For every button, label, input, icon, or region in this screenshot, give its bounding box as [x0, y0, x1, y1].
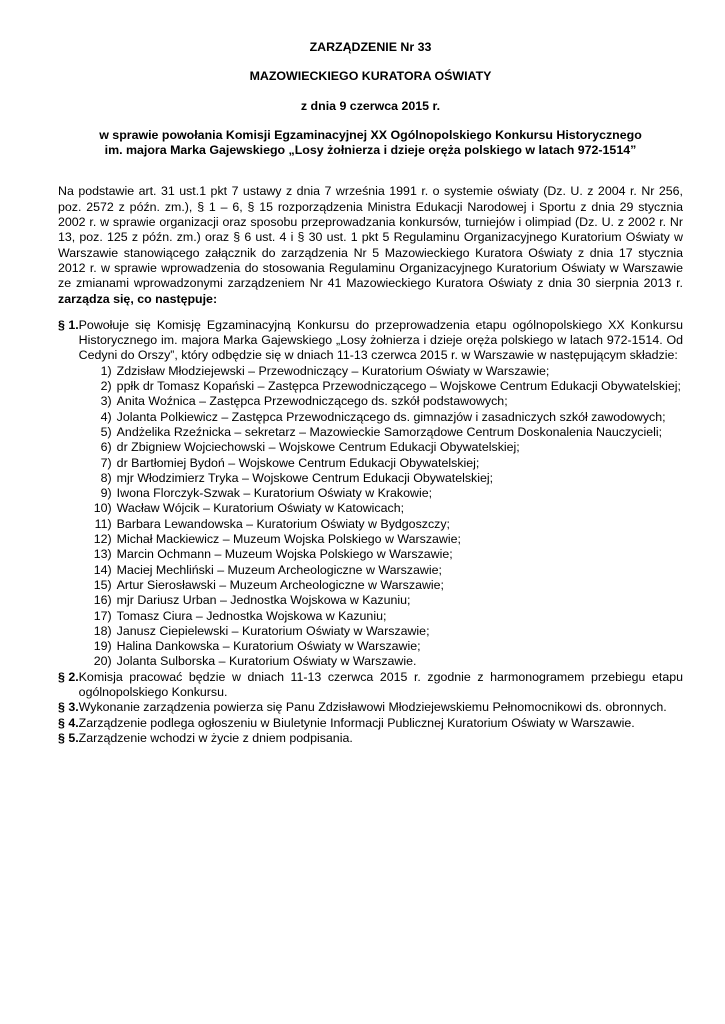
- paragraph-text: Zarządzenie wchodzi w życie z dniem podpisania.: [78, 730, 353, 745]
- member-text: Halina Dankowska – Kuratorium Oświaty w Warszawie;: [116, 639, 421, 654]
- member-number: 10): [93, 501, 112, 516]
- paragraph-text: Wykonanie zarządzenia powierza się Panu Zdzisławowi Młodziejewskiemu Pełnomocnikowi ds. obronnych.: [78, 700, 667, 715]
- member-item: [91, 410, 683, 425]
- member-text: mjr Dariusz Urban – Jednostka Wojskowa w Kazuniu;: [116, 593, 411, 608]
- paragraph-number: § 4.: [58, 715, 79, 730]
- member-item: [91, 563, 683, 578]
- member-text: ppłk dr Tomasz Kopański – Zastępca Przewodniczącego – Wojskowe Centrum Edukacji Obywatelskiej;: [116, 379, 681, 394]
- paragraph-text: Zarządzenie podlega ogłoszeniu w Biuletynie Informacji Publicznej Kuratorium Oświaty w Warszawie.: [78, 715, 635, 730]
- member-text: Michał Mackiewicz – Muzeum Wojska Polskiego w Warszawie;: [116, 532, 461, 547]
- paragraph-text: Powołuje się Komisję Egzaminacyjną Konkursu do przeprowadzenia etapu ogólnopolskiego XX Konkursu Historycznego im. majora Marka Gajewskiego „Losy żołnierza i dzieje oręża polskiego w latach 972-1514. Od Cedyni do Orszy”, który odbędzie się w dniach 11-13 czerwca 2015 r. w Warszawie w następującym składzie:: [78, 317, 683, 363]
- member-text: Zdzisław Młodziejewski – Przewodniczący – Kuratorium Oświaty w Warszawie;: [116, 363, 550, 378]
- subject-line: im. majora Marka Gajewskiego „Losy żołnierza i dzieje oręża polskiego w latach 972-1514”: [104, 143, 637, 158]
- member-text: Artur Sierosławski – Muzeum Archeologiczne w Warszawie;: [116, 577, 444, 592]
- issuer-heading: MAZOWIECKIEGO KURATORA OŚWIATY: [249, 69, 492, 84]
- member-text: Marcin Ochmann – Muzeum Wojska Polskiego w Warszawie;: [116, 547, 453, 562]
- preamble: [58, 184, 683, 306]
- member-text: mjr Włodzimierz Tryka – Wojskowe Centrum Edukacji Obywatelskiej;: [116, 470, 494, 485]
- member-text: dr Bartłomiej Bydoń – Wojskowe Centrum Edukacji Obywatelskiej;: [116, 455, 480, 470]
- member-item: [91, 547, 683, 562]
- paragraph-2: [58, 670, 683, 701]
- member-item: [91, 532, 683, 547]
- member-number: 12): [93, 532, 112, 547]
- member-text: Jolanta Polkiewicz – Zastępca Przewodniczącego ds. gimnazjów i zasadniczych szkół zawodowych;: [116, 409, 666, 424]
- document-subject: [58, 128, 683, 159]
- member-item: [91, 578, 683, 593]
- member-item: [91, 394, 683, 409]
- preamble-text: Na podstawie art. 31 ust.1 pkt 7 ustawy z dnia 7 września 1991 r. o systemie oświaty (Dz. U. z 2004 r. Nr 256, poz. 2572 z późn. zm.), § 1 – 6, § 15 rozporządzenia Ministra Edukacji Narodowej i Sportu z dnia 29 stycznia 2002 r. w sprawie organizacji oraz sposobu przeprowadzania konkursów, turniejów i olimpiad (Dz. U. z 2002 r. Nr 13, poz. 125 z późn. zm.) oraz § 6 ust. 4 i § 30 ust. 1 pkt 5 Regulaminu Organizacyjnego Kuratorium Oświaty w Warszawie stanowiącego załącznik do zarządzenia Nr 5 Mazowieckiego Kuratora Oświaty z dnia 17 stycznia 2012 r. w sprawie wprowadzenia do stosowania Regulaminu Organizacyjnego Kuratorium Oświaty w Warszawie ze zmianami wprowadzonymi zarządzeniem Nr 41 Mazowieckiego Kuratora Oświaty z dnia 30 sierpnia 2013 r.: [58, 184, 683, 291]
- member-text: Anita Woźnica – Zastępca Przewodniczącego ds. szkół podstawowych;: [116, 394, 508, 409]
- subject-line: w sprawie powołania Komisji Egzaminacyjnej XX Ogólnopolskiego Konkursu Historycznego: [99, 127, 642, 142]
- member-text: dr Zbigniew Wojciechowski – Wojskowe Centrum Edukacji Obywatelskiej;: [116, 440, 520, 455]
- member-number: 9): [100, 486, 112, 501]
- paragraph-text: Komisja pracować będzie w dniach 11-13 czerwca 2015 r. zgodnie z harmonogramem przebiegu etapu ogólnopolskiego Konkursu.: [78, 669, 683, 699]
- member-item: [91, 624, 683, 639]
- members-list: [79, 364, 683, 670]
- paragraph-number: § 5.: [58, 730, 79, 745]
- member-number: 18): [93, 623, 112, 638]
- paragraph-1: [58, 318, 683, 670]
- member-item: [91, 609, 683, 624]
- member-item: [91, 654, 683, 669]
- preamble-decision: zarządza się, co następuje:: [58, 291, 218, 306]
- member-text: Wacław Wójcik – Kuratorium Oświaty w Katowicach;: [116, 501, 405, 516]
- member-text: Iwona Florczyk-Szwak – Kuratorium Oświaty w Krakowie;: [116, 486, 433, 501]
- paragraph-number: § 2.: [58, 669, 79, 684]
- member-number: 14): [93, 562, 112, 577]
- member-item: [91, 425, 683, 440]
- paragraph-5: [58, 731, 683, 746]
- member-number: 13): [93, 547, 112, 562]
- paragraph-4: [58, 716, 683, 731]
- member-text: Barbara Lewandowska – Kuratorium Oświaty w Bydgoszczy;: [116, 516, 450, 531]
- member-item: [91, 639, 683, 654]
- member-text: Andżelika Rzeźnicka – sekretarz – Mazowieckie Samorządowe Centrum Doskonalenia Nauczycieli;: [116, 424, 663, 439]
- member-item: [91, 456, 683, 471]
- member-text: Jolanta Sulborska – Kuratorium Oświaty w Warszawie.: [116, 654, 417, 669]
- paragraph-number: § 1.: [58, 317, 79, 332]
- member-number: 16): [93, 593, 112, 608]
- member-item: [91, 517, 683, 532]
- member-item: [91, 501, 683, 516]
- paragraph-number: § 3.: [58, 700, 79, 715]
- member-item: [91, 364, 683, 379]
- member-item: [91, 379, 683, 394]
- document-page: [58, 40, 683, 746]
- member-text: Janusz Ciepielewski – Kuratorium Oświaty w Warszawie;: [116, 623, 430, 638]
- paragraph-3: [58, 700, 683, 715]
- member-number: 4): [100, 409, 112, 424]
- document-date: z dnia 9 czerwca 2015 r.: [300, 98, 441, 113]
- member-number: 17): [93, 608, 112, 623]
- member-item: [91, 486, 683, 501]
- member-number: 11): [94, 516, 112, 531]
- member-number: 7): [100, 455, 112, 470]
- member-item: [91, 471, 683, 486]
- member-number: 19): [93, 639, 112, 654]
- member-number: 20): [93, 654, 112, 669]
- member-number: 6): [100, 440, 112, 455]
- member-number: 2): [100, 379, 112, 394]
- member-number: 8): [100, 470, 112, 485]
- member-number: 15): [93, 577, 112, 592]
- member-number: 3): [100, 394, 112, 409]
- member-item: [91, 440, 683, 455]
- member-number: 5): [100, 424, 112, 439]
- member-item: [91, 593, 683, 608]
- member-text: Maciej Mechliński – Muzeum Archeologiczne w Warszawie;: [116, 562, 442, 577]
- document-title: ZARZĄDZENIE Nr 33: [309, 40, 432, 54]
- member-number: 1): [100, 363, 112, 378]
- member-text: Tomasz Ciura – Jednostka Wojskowa w Kazuniu;: [116, 608, 387, 623]
